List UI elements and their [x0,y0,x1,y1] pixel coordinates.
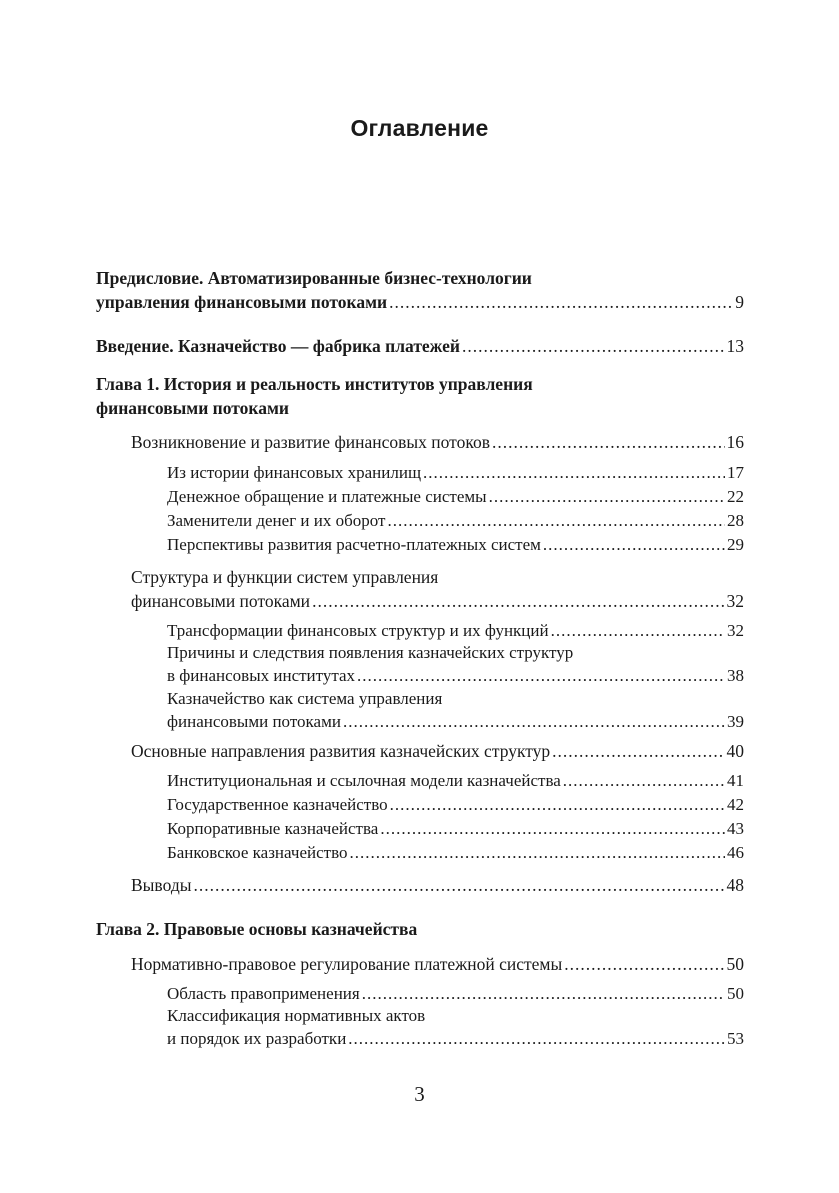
toc-page-number: 50 [727,984,744,1003]
dot-leader [387,510,725,533]
toc-entry-line [131,589,744,613]
toc-entry-line [167,462,744,485]
toc-page-number: 32 [726,591,744,611]
dot-leader [489,486,725,509]
dot-leader [389,290,733,314]
toc-entry-line [167,711,744,734]
toc-entry-title: Основные направления развития казначейских структур [131,741,551,761]
toc-entry [131,952,744,976]
toc-entry-line [167,842,744,865]
toc-entry-line [167,770,744,793]
toc-entry-line [96,290,744,314]
dot-leader [564,952,724,976]
toc-entry [167,534,744,557]
dot-leader [343,711,725,734]
toc-entry-line [167,983,744,1006]
toc-page-number: 48 [726,875,744,895]
dot-leader [357,665,725,688]
toc-page-number: 22 [727,487,744,506]
toc-entry-title: Глава 1. История и реальность институтов управления [96,374,533,394]
toc-entry-title: Введение. Казначейство — фабрика платежей [96,336,460,356]
toc-entry-line [167,1028,744,1051]
toc-entry-title: финансовыми потоками [131,591,311,611]
toc-page-number: 16 [726,432,744,452]
toc-entry [167,1005,744,1050]
toc-entry-title: в финансовых институтах [167,665,356,685]
toc-page-number: 41 [727,771,744,790]
dot-leader [563,770,725,793]
toc-page-number: 32 [727,621,744,640]
toc-page-number: 13 [726,336,744,356]
dot-leader [492,430,725,454]
dot-leader [193,873,724,897]
toc-entry [167,486,744,509]
toc-page-number: 46 [727,843,744,862]
toc-entry-title: Из истории финансовых хранилищ [167,463,422,482]
toc-entry [96,372,744,420]
toc-page-number: 28 [727,511,744,530]
toc-entry-title: Глава 2. Правовые основы казначейства [96,919,418,939]
toc-page-number: 29 [727,535,744,554]
toc-entry-title: Заменители денег и их оборот [167,511,386,530]
toc-entry-title: Перспективы развития расчетно-платежных систем [167,535,541,554]
toc-entry [131,430,744,454]
toc-page-number: 17 [727,463,744,482]
toc-entry-line [167,1005,744,1028]
toc-entry-line [131,873,744,897]
toc-entry-title: финансовыми потоками [167,711,341,731]
toc-entry [96,917,744,941]
dot-leader [552,739,724,763]
toc-entry-line [167,665,744,688]
dot-leader [380,818,725,841]
toc-page-number: 9 [735,292,744,312]
dot-leader [362,983,725,1006]
toc-entry-title: Структура и функции систем управления [131,567,439,587]
toc-entry [167,642,744,687]
toc-entry-title: Выводы [131,875,192,895]
toc-entry-title: Институциональная и ссылочная модели казначейства [167,771,561,790]
toc-entry-line [167,642,744,665]
toc-entry [167,688,744,733]
page-number: 3 [414,1082,425,1106]
toc-page-number: 43 [727,819,744,838]
toc-entry-line [167,620,744,643]
dot-leader [462,334,725,358]
toc-entry-line [96,266,744,290]
toc-entry-line [167,486,744,509]
toc-entry-line [131,952,744,976]
toc-entry-line [96,334,744,358]
toc-entry [167,983,744,1006]
toc-entry-line [167,818,744,841]
toc-entry-line [167,534,744,557]
toc-page-number: 38 [727,665,744,685]
dot-leader [543,534,725,557]
toc-entry-title: Причины и следствия появления казначейских структур [167,643,574,662]
toc-entry-line [131,565,744,589]
toc-entry [167,842,744,865]
toc-entry-line [131,739,744,763]
toc-entry [167,620,744,643]
toc-entry [96,266,744,314]
page-title: Оглавление [350,115,489,141]
toc-entry [131,565,744,613]
toc-entry-title: и порядок их разработки [167,1028,347,1048]
toc-entry-line [96,917,744,941]
toc-entry [96,334,744,358]
toc-entry [167,510,744,533]
dot-leader [551,620,725,643]
toc-page-number: 42 [727,795,744,814]
toc-entry-title: Казначейство как система управления [167,689,443,708]
toc-entry-line [96,372,744,396]
toc-entry-title: Денежное обращение и платежные системы [167,487,487,506]
toc-page-number: 39 [727,711,744,731]
dot-leader [348,1028,725,1051]
toc-page-number: 40 [726,741,744,761]
toc-entry-title: Банковское казначейство [167,843,348,862]
toc-entry-line [131,430,744,454]
toc-entry-title: Корпоративные казначейства [167,819,379,838]
toc-entry-line [96,396,744,420]
toc-entry [167,462,744,485]
toc-entry [131,873,744,897]
toc-entry [167,794,744,817]
toc-entry-title: финансовыми потоками [96,398,289,418]
toc-page-number: 53 [727,1028,744,1048]
toc-entry-title: Трансформации финансовых структур и их функций [167,621,549,640]
toc-entry-line [167,688,744,711]
toc-entry-title: Область правоприменения [167,984,360,1003]
toc-entry-title: Нормативно-правовое регулирование платежной системы [131,954,563,974]
dot-leader [349,842,725,865]
toc-entry-title: Классификация нормативных актов [167,1006,426,1025]
dot-leader [312,589,724,613]
toc-entry-title: Предисловие. Автоматизированные бизнес-технологии [96,268,532,288]
toc-entry [167,818,744,841]
toc-entry [167,770,744,793]
toc-entry-title: управления финансовыми потоками [96,292,388,312]
toc-entry-title: Возникновение и развитие финансовых потоков [131,432,490,452]
toc-entry-line [167,510,744,533]
dot-leader [423,462,725,485]
toc-entry-title: Государственное казначейство [167,795,388,814]
toc-entry-line [167,794,744,817]
dot-leader [390,794,725,817]
toc-entry [131,739,744,763]
toc-page-number: 50 [726,954,744,974]
